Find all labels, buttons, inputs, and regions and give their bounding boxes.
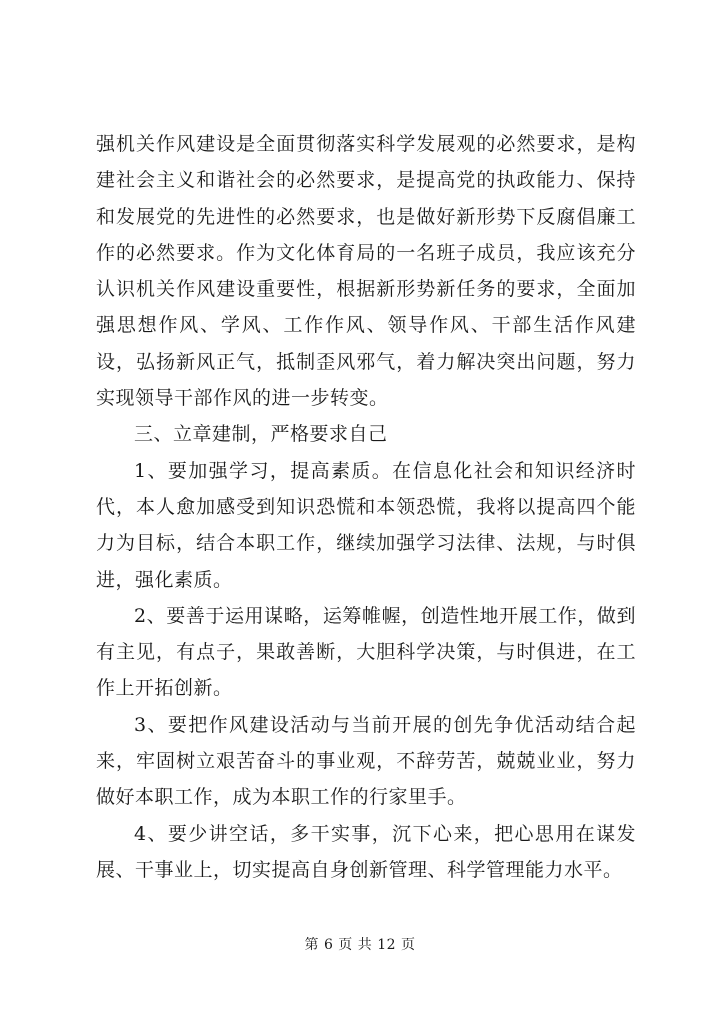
section-heading: 三、立章建制，严格要求自己: [134, 423, 388, 446]
list-item-4: 4、要少讲空话，多干实事，沉下心来，把心思用在谋发展、干事业上，切实提高自身创新管理、科学管理能力水平。: [96, 822, 636, 881]
page-number-footer: 第 6 页 共 12 页: [304, 937, 416, 953]
list-item-2: 2、要善于运用谋略，运筹帷幄，创造性地开展工作，做到有主见，有点子，果敢善断，大胆科学决策，与时俱进，在工作上开拓创新。: [96, 604, 636, 700]
list-item-1: 1、要加强学习，提高素质。在信息化社会和知识经济时代，本人愈加感受到知识恐慌和本领恐慌，我将以提高四个能力为目标，结合本职工作，继续加强学习法律、法规，与时俱进，强化素质。: [96, 459, 636, 591]
document-body: [96, 126, 636, 888]
list-item-3: 3、要把作风建设活动与当前开展的创先争优活动结合起来，牢固树立艰苦奋斗的事业观，不辞劳苦，兢兢业业，努力做好本职工作，成为本职工作的行家里手。: [96, 713, 636, 809]
body-paragraph-continuation: 强机关作风建设是全面贯彻落实科学发展观的必然要求，是构建社会主义和谐社会的必然要求，是提高党的执政能力、保持和发展党的先进性的必然要求，也是做好新形势下反腐倡廉工作的必然要求。作为文化体育局的一名班子成员，我应该充分认识机关作风建设重要性，根据新形势新任务的要求，全面加强思想作风、学风、工作作风、领导作风、干部生活作风建设，弘扬新风正气，抵制歪风邪气，着力解决突出问题，努力实现领导干部作风的进一步转变。: [96, 133, 636, 410]
